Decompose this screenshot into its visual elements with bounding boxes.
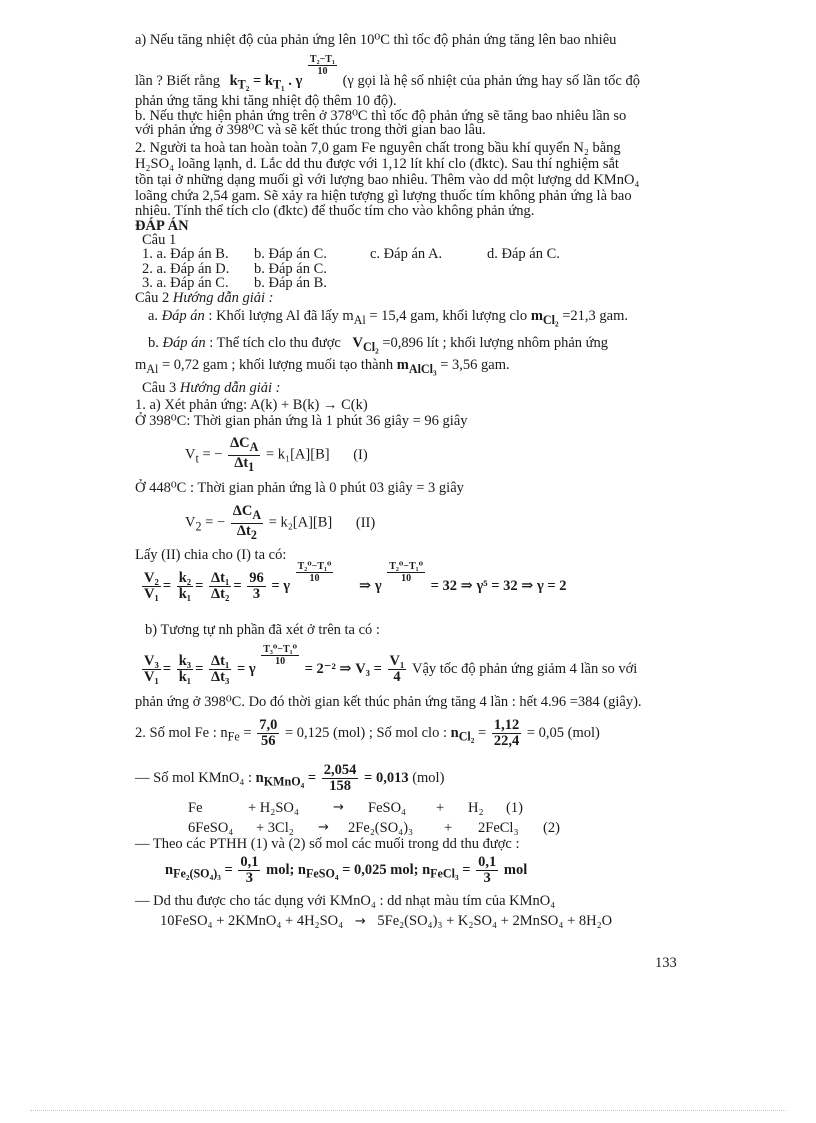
equation-mol-kmno4: — Số mol KMnO₄ : $n_{KMnO_4}$ = $\frac{2,054}{158}$ = 0,013 (mol) <box>135 762 445 794</box>
answer-row: 2. a. Đáp án D. b. Đáp án C. <box>142 261 327 277</box>
question-heading: Câu 2 Hướng dẫn giải : <box>135 290 274 306</box>
reaction-3: 10FeSO₄ + 2KMnO₄ + 4H₂SO₄ → 5Fe₂(SO₄)₃ + K₂SO₄ + 2MnSO₄ + 8H₂O <box>160 913 613 929</box>
equation-vt: $V_t$ = − $\frac{\Delta C_A}{\Delta t_1}$ = k₁[A][B] (I) <box>185 435 368 474</box>
text-line: $m_{Al} = 0,72$ gam ; khối lượng muối tạo thành $m_{AlCl_3} = 3,56$ gam. <box>135 357 510 376</box>
text-line: lần ? Biết rằng $k_{T_2} = k_{T_1}$ . γ $\frac{\text{T₂−T₁}}{10}$ (γ gọi là hệ số nhiệt của phản ứng hay số lần tốc độ <box>135 54 640 92</box>
text-line: tồn tại ở những dạng muối gì với lượng bao nhiêu. Thêm vào dd một lượng dd KMnO₄ <box>135 172 640 188</box>
reaction-1: Fe + H₂SO₄ → FeSO₄ + H₂ (1) <box>188 800 523 816</box>
text-line: 1. a) Xét phản ứng: A(k) + B(k) → C(k) <box>135 397 368 413</box>
text-line: Ở 448⁰C : Thời gian phản ứng là 0 phút 03 giây = 3 giây <box>135 480 464 496</box>
fraction: $\frac{\Delta C_A}{\Delta t_1}$ <box>230 435 259 474</box>
section-heading: ĐÁP ÁN <box>135 218 189 234</box>
arrow-icon: → <box>354 914 366 929</box>
text-line: nhiêu. Tính thể tích clo (đktc) để thuốc tím cho vào không phản ứng. <box>135 203 535 219</box>
question-heading: Câu 3 Hướng dẫn giải : <box>142 380 281 396</box>
text-line: H₂SO₄ loãng lạnh, d. Lắc dd thu được với 1,12 lít khí clo (đktc). Sau thí nghiệm sắt <box>135 156 619 172</box>
fraction: $\frac{\Delta C_A}{\Delta t_2}$ <box>232 503 262 542</box>
text-line: với phản ứng ở 398⁰C và sẽ kết thúc trong thời gian bao lâu. <box>135 122 486 138</box>
equation-v2: $V_2$ = − $\frac{\Delta C_A}{\Delta t_2}$ = k₂[A][B] (II) <box>185 503 376 542</box>
equation-ratio-b: $\frac{\text{V₃}}{\text{V₁}}$ = $\frac{\text{k₃}}{\text{k₁}}$ = $\frac{\text{Δt₁}}{\text{Δt₃}}$ = γ $\frac{\text{T₃⁰−T₁⁰}}{10}$ = 2⁻² ⇒ V₃ = $\frac{\text{V₁}}{4}$ Vậy tốc độ phản ứng giảm 4 lần so với <box>144 644 638 685</box>
arrow-icon: → <box>318 820 329 835</box>
text-line: 2. Người ta hoà tan hoàn toàn 7,0 gam Fe nguyên chất trong bầu khí quyển N₂ bằng <box>135 140 621 156</box>
text-line: b. Nếu thực hiện phản ứng trên ở 378⁰C thì tốc độ phản ứng sẽ tăng bao nhiêu lần so <box>135 108 627 124</box>
footer-divider <box>30 1110 786 1111</box>
text-line: a. Đáp án : Khối lượng Al đã lấy $m_{Al} = 15,4$ gam, khối lượng clo $m_{Cl_2} =21,3$ gam. <box>148 308 629 327</box>
exponent-fraction: $\frac{\text{T₂−T₁}}{10}$ <box>309 54 335 77</box>
reaction-2: 6FeSO₄ + 3Cl₂ → 2Fe₂(SO₄)₃ + 2FeCl₃ (2) <box>188 820 560 836</box>
text-line: b. Đáp án : Thể tích clo thu được $V_{Cl_2} =0,896$ lít ; khối lượng nhôm phản ứng <box>148 335 609 354</box>
equation-ratio: $\frac{\text{V₂}}{\text{V₁}}$ = $\frac{\text{k₂}}{\text{k₁}}$ = $\frac{\text{Δt₁}}{\text{Δt₂}}$ = $\frac{96}{3}$ = γ $\frac{\text{T₂⁰−T₁⁰}}{10}$ ⇒ γ $\frac{\text{T₂⁰−T₁⁰}}{10}$ = 32 ⇒ γ⁵ = 32 ⇒ γ = 2 <box>144 561 567 602</box>
text-line: — Dd thu được cho tác dụng với KMnO₄ : dd nhạt màu tím của KMnO₄ <box>135 893 556 909</box>
text-line: phản ứng ở 398⁰C. Do đó thời gian kết thúc phản ứng tăng 4 lần : hết 4.96 =384 (giây). <box>135 694 642 710</box>
page-number: 133 <box>655 955 677 971</box>
question-heading: Câu 1 <box>142 232 177 248</box>
text-line: Ở 398⁰C: Thời gian phản ứng là 1 phút 36 giây = 96 giây <box>135 413 468 429</box>
text-line: a) Nếu tăng nhiệt độ của phản ứng lên 10⁰C thì tốc độ phản ứng tăng lên bao nhiêu <box>135 32 617 48</box>
text-line: phản ứng tăng khi tăng nhiệt độ thêm 10 độ). <box>135 93 397 109</box>
text-line: loãng chứa 2,54 gam. Sẽ xảy ra hiện tượng gì lượng thuốc tím không phản ứng là bao <box>135 188 632 204</box>
text-line: Lấy (II) chia cho (I) ta có: <box>135 547 287 563</box>
text-line: b) Tương tự nh phần đã xét ở trên ta có : <box>145 622 380 638</box>
answer-row: 3. a. Đáp án C. b. Đáp án B. <box>142 275 327 291</box>
equation-mol-fe: 2. Số mol Fe : $n_{Fe}$ = $\frac{7,0}{56}$ = 0,125 (mol) ; Số mol clo : $n_{Cl_2}$ = $\frac{1,12}{22,4}$ = 0,05 (mol) <box>135 717 600 749</box>
arrow-icon: → <box>333 800 344 815</box>
answer-row: 1. a. Đáp án B. b. Đáp án C. c. Đáp án A. d. Đáp án C. <box>142 246 560 262</box>
equation-mol-salts: $n_{Fe_2(SO_4)_3}$ = $\frac{0,1}{3}$ mol; $n_{FeSO_4} = 0,025$ mol; $n_{FeCl_3}$ = $\frac{0,1}{3}$ mol <box>165 854 528 886</box>
text-line: — Theo các PTHH (1) và (2) số mol các muối trong dd thu được : <box>135 836 520 852</box>
